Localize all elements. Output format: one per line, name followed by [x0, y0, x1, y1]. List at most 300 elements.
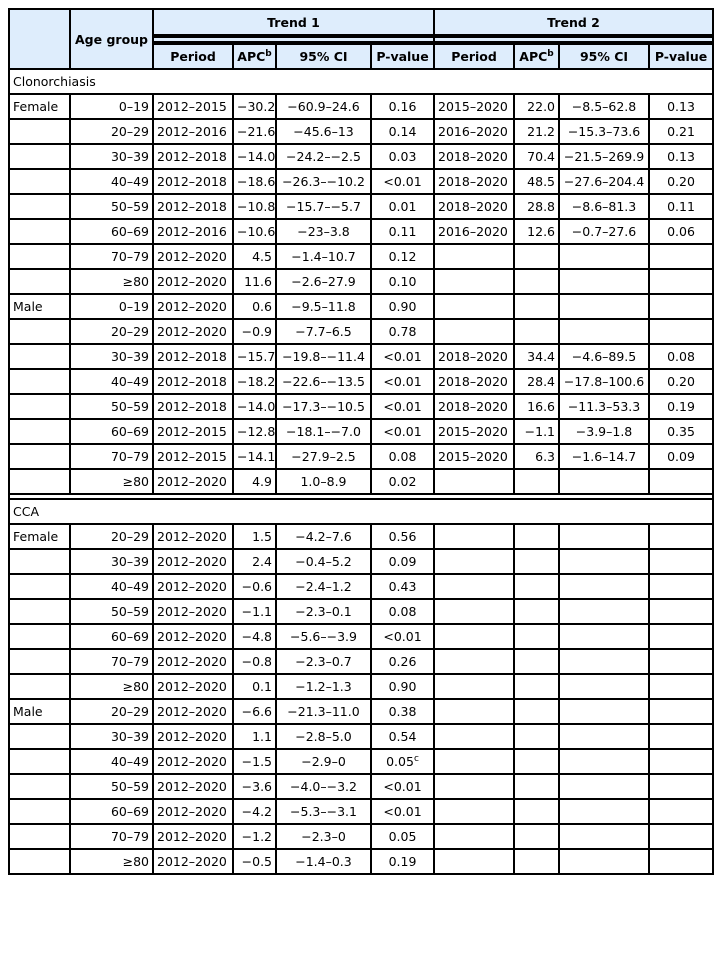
ci-1-cell: −2.3–0	[276, 824, 371, 849]
period-2-cell	[434, 574, 514, 599]
period-1-cell: 2012–2015	[153, 419, 233, 444]
sex-cell	[9, 194, 70, 219]
age-group-cell: 40–49	[70, 369, 153, 394]
pvalue-2-cell	[649, 674, 713, 699]
ci-1-cell: −0.4–5.2	[276, 549, 371, 574]
period-1-cell: 2012–2020	[153, 699, 233, 724]
ci-1-cell: −17.3–−10.5	[276, 394, 371, 419]
period-2-cell	[434, 699, 514, 724]
age-group-cell: 70–79	[70, 244, 153, 269]
header-period: Period	[153, 44, 233, 69]
table-row	[9, 574, 713, 599]
table-row	[9, 294, 713, 319]
apc-2-cell	[514, 824, 559, 849]
ci-2-cell	[559, 624, 649, 649]
period-1-cell: 2012–2020	[153, 724, 233, 749]
sex-cell	[9, 749, 70, 774]
header-age-group: Age group	[70, 9, 153, 69]
ci-1-cell: −26.3–−10.2	[276, 169, 371, 194]
period-2-cell	[434, 724, 514, 749]
apc-2-cell: −1.1	[514, 419, 559, 444]
sex-cell: Female	[9, 524, 70, 549]
apc-footnote: b	[265, 48, 272, 59]
table-row	[9, 219, 713, 244]
ci-2-cell	[559, 724, 649, 749]
ci-1-cell: 1.0–8.9	[276, 469, 371, 494]
period-2-cell	[434, 269, 514, 294]
sex-cell	[9, 344, 70, 369]
period-2-cell	[434, 774, 514, 799]
pvalue-1-cell: 0.16	[371, 94, 434, 119]
apc-1-cell: −14.0	[233, 144, 276, 169]
pvalue-text: 0.05	[386, 754, 414, 770]
table-row	[9, 524, 713, 549]
period-1-cell: 2012–2020	[153, 549, 233, 574]
apc-1-cell: −1.2	[233, 824, 276, 849]
apc-1-cell: 0.6	[233, 294, 276, 319]
apc-1-cell: 1.5	[233, 524, 276, 549]
sex-cell: Male	[9, 699, 70, 724]
section-row	[9, 69, 713, 94]
sex-cell	[9, 369, 70, 394]
apc-2-cell	[514, 799, 559, 824]
ci-1-cell: −9.5–11.8	[276, 294, 371, 319]
apc-1-cell: −12.8	[233, 419, 276, 444]
apc-1-cell: −14.1	[233, 444, 276, 469]
ci-2-cell	[559, 524, 649, 549]
apc-1-cell: 1.1	[233, 724, 276, 749]
pvalue-2-cell: 0.06	[649, 219, 713, 244]
age-group-cell: 60–69	[70, 219, 153, 244]
pvalue-2-cell	[649, 549, 713, 574]
header-double-rule	[153, 35, 434, 44]
period-1-cell: 2012–2020	[153, 824, 233, 849]
sex-cell	[9, 169, 70, 194]
pvalue-1-cell: 0.56	[371, 524, 434, 549]
sex-cell	[9, 724, 70, 749]
period-2-cell	[434, 749, 514, 774]
sex-cell	[9, 824, 70, 849]
pvalue-2-cell: 0.13	[649, 144, 713, 169]
period-1-cell: 2012–2020	[153, 319, 233, 344]
table-row	[9, 649, 713, 674]
pvalue-1-cell: 0.08	[371, 599, 434, 624]
table-row	[9, 849, 713, 874]
ci-2-cell: −15.3–73.6	[559, 119, 649, 144]
apc-1-cell: −1.1	[233, 599, 276, 624]
sex-cell	[9, 799, 70, 824]
ci-2-cell	[559, 699, 649, 724]
ci-2-cell: −4.6–89.5	[559, 344, 649, 369]
ci-2-cell: −0.7–27.6	[559, 219, 649, 244]
period-1-cell: 2012–2018	[153, 169, 233, 194]
ci-1-cell: −1.2–1.3	[276, 674, 371, 699]
age-group-cell: 50–59	[70, 599, 153, 624]
table-row	[9, 549, 713, 574]
apc-2-cell	[514, 749, 559, 774]
period-2-cell: 2015–2020	[434, 444, 514, 469]
table-row	[9, 169, 713, 194]
table-body	[9, 69, 713, 874]
period-2-cell: 2018–2020	[434, 369, 514, 394]
ci-2-cell	[559, 244, 649, 269]
period-1-cell: 2012–2020	[153, 574, 233, 599]
apc-1-cell: 4.9	[233, 469, 276, 494]
age-group-cell: 40–49	[70, 749, 153, 774]
table-row	[9, 774, 713, 799]
ci-2-cell	[559, 849, 649, 874]
period-2-cell	[434, 649, 514, 674]
apc-2-cell	[514, 724, 559, 749]
period-1-cell: 2012–2020	[153, 599, 233, 624]
pvalue-1-cell: 0.09	[371, 549, 434, 574]
sex-cell	[9, 244, 70, 269]
ci-2-cell	[559, 774, 649, 799]
pvalue-1-cell: <0.01	[371, 169, 434, 194]
period-1-cell: 2012–2020	[153, 849, 233, 874]
period-2-cell	[434, 294, 514, 319]
apc-2-cell: 21.2	[514, 119, 559, 144]
table-row	[9, 724, 713, 749]
table-row	[9, 244, 713, 269]
sex-cell: Male	[9, 294, 70, 319]
sex-cell	[9, 849, 70, 874]
pvalue-2-cell: 0.09	[649, 444, 713, 469]
table-row	[9, 749, 713, 774]
apc-1-cell: −0.9	[233, 319, 276, 344]
apc-2-cell	[514, 549, 559, 574]
pvalue-2-cell	[649, 624, 713, 649]
apc-2-cell	[514, 269, 559, 294]
pvalue-2-cell	[649, 849, 713, 874]
ci-1-cell: −4.0–−3.2	[276, 774, 371, 799]
period-1-cell: 2012–2015	[153, 444, 233, 469]
apc-1-cell: −18.2	[233, 369, 276, 394]
ci-1-cell: −2.6–27.9	[276, 269, 371, 294]
pvalue-1-cell: 0.38	[371, 699, 434, 724]
period-1-cell: 2012–2020	[153, 649, 233, 674]
apc-1-cell: 4.5	[233, 244, 276, 269]
age-group-cell: 0–19	[70, 294, 153, 319]
period-2-cell	[434, 599, 514, 624]
period-1-cell: 2012–2018	[153, 144, 233, 169]
period-1-cell: 2012–2015	[153, 94, 233, 119]
age-group-cell: 30–39	[70, 344, 153, 369]
period-2-cell	[434, 824, 514, 849]
sex-cell	[9, 119, 70, 144]
pvalue-2-cell	[649, 699, 713, 724]
apc-2-cell	[514, 294, 559, 319]
header-trend2: Trend 2	[434, 9, 713, 35]
apc-1-cell: −6.6	[233, 699, 276, 724]
ci-1-cell: −2.3–0.7	[276, 649, 371, 674]
pvalue-1-cell: 0.19	[371, 849, 434, 874]
apc-1-cell: −4.2	[233, 799, 276, 824]
pvalue-2-cell	[649, 469, 713, 494]
apc-1-cell: 2.4	[233, 549, 276, 574]
sex-cell	[9, 319, 70, 344]
apc-2-cell	[514, 524, 559, 549]
header-trend1: Trend 1	[153, 9, 434, 35]
sex-cell	[9, 144, 70, 169]
ci-2-cell	[559, 549, 649, 574]
ci-1-cell: −1.4–0.3	[276, 849, 371, 874]
header-ci: 95% CI	[276, 44, 371, 69]
age-group-cell: 60–69	[70, 799, 153, 824]
pvalue-1-cell: 0.54	[371, 724, 434, 749]
pvalue-2-cell	[649, 269, 713, 294]
age-group-cell: 20–29	[70, 524, 153, 549]
ci-1-cell: −19.8–−11.4	[276, 344, 371, 369]
pvalue-1-cell: 0.03	[371, 144, 434, 169]
pvalue-1-cell: <0.01	[371, 369, 434, 394]
ci-2-cell	[559, 599, 649, 624]
pvalue-1-cell: 0.26	[371, 649, 434, 674]
period-1-cell: 2012–2020	[153, 624, 233, 649]
apc-2-cell	[514, 624, 559, 649]
sex-cell	[9, 624, 70, 649]
apc-2-cell	[514, 649, 559, 674]
apc-2-cell: 34.4	[514, 344, 559, 369]
apc-2-cell	[514, 319, 559, 344]
age-group-cell: ≥80	[70, 269, 153, 294]
table-row	[9, 319, 713, 344]
ci-1-cell: −45.6–13	[276, 119, 371, 144]
apc-label: APC	[237, 49, 266, 65]
table-row	[9, 469, 713, 494]
apc-1-cell: −10.6	[233, 219, 276, 244]
pvalue-1-cell: <0.01	[371, 624, 434, 649]
ci-1-cell: −2.4–1.2	[276, 574, 371, 599]
sex-cell	[9, 394, 70, 419]
header-pvalue: P-value	[371, 44, 434, 69]
ci-2-cell: −8.6–81.3	[559, 194, 649, 219]
age-group-cell: 50–59	[70, 194, 153, 219]
period-2-cell	[434, 524, 514, 549]
pvalue-2-cell	[649, 524, 713, 549]
pvalue-1-cell: <0.01	[371, 344, 434, 369]
apc-1-cell: −10.8	[233, 194, 276, 219]
apc-1-cell: −0.8	[233, 649, 276, 674]
ci-2-cell	[559, 674, 649, 699]
apc-2-cell: 28.4	[514, 369, 559, 394]
age-group-cell: ≥80	[70, 469, 153, 494]
age-group-cell: 60–69	[70, 624, 153, 649]
pvalue-1-cell: <0.01	[371, 799, 434, 824]
apc-2-cell	[514, 774, 559, 799]
apc-1-cell: −14.0	[233, 394, 276, 419]
apc-2-cell: 28.8	[514, 194, 559, 219]
age-group-cell: 60–69	[70, 419, 153, 444]
ci-1-cell: −27.9–2.5	[276, 444, 371, 469]
header-ci: 95% CI	[559, 44, 649, 69]
ci-1-cell: −18.1–−7.0	[276, 419, 371, 444]
ci-1-cell: −5.6–−3.9	[276, 624, 371, 649]
apc-2-cell: 6.3	[514, 444, 559, 469]
pvalue-1-cell: 0.08	[371, 444, 434, 469]
apc-2-cell: 22.0	[514, 94, 559, 119]
ci-2-cell: −3.9–1.8	[559, 419, 649, 444]
ci-2-cell	[559, 649, 649, 674]
period-1-cell: 2012–2020	[153, 674, 233, 699]
table-row	[9, 799, 713, 824]
period-2-cell	[434, 624, 514, 649]
sex-cell	[9, 419, 70, 444]
apc-footnote: b	[547, 48, 554, 59]
apc-trend-table	[8, 8, 714, 875]
period-2-cell	[434, 244, 514, 269]
pvalue-2-cell	[649, 574, 713, 599]
period-2-cell: 2016–2020	[434, 119, 514, 144]
ci-2-cell: −1.6–14.7	[559, 444, 649, 469]
period-2-cell: 2015–2020	[434, 419, 514, 444]
period-2-cell	[434, 469, 514, 494]
table-row	[9, 444, 713, 469]
sex-cell	[9, 219, 70, 244]
pvalue-1-cell: 0.90	[371, 674, 434, 699]
period-2-cell	[434, 549, 514, 574]
sex-cell	[9, 599, 70, 624]
apc-2-cell	[514, 674, 559, 699]
period-2-cell: 2016–2020	[434, 219, 514, 244]
table-row	[9, 674, 713, 699]
section-title: CCA	[9, 499, 713, 524]
ci-1-cell: −2.3–0.1	[276, 599, 371, 624]
period-2-cell	[434, 799, 514, 824]
pvalue-2-cell: 0.08	[649, 344, 713, 369]
period-1-cell: 2012–2020	[153, 524, 233, 549]
header-double-rule	[434, 35, 713, 44]
table-row	[9, 344, 713, 369]
table-row	[9, 394, 713, 419]
period-2-cell: 2018–2020	[434, 344, 514, 369]
period-1-cell: 2012–2018	[153, 194, 233, 219]
pvalue-1-cell: 0.11	[371, 219, 434, 244]
apc-2-cell	[514, 244, 559, 269]
pvalue-2-cell: 0.35	[649, 419, 713, 444]
age-group-cell: ≥80	[70, 849, 153, 874]
pvalue-1-cell: <0.01	[371, 394, 434, 419]
section-row	[9, 499, 713, 524]
ci-2-cell	[559, 574, 649, 599]
apc-2-cell: 12.6	[514, 219, 559, 244]
footnote-mark: c	[413, 753, 419, 764]
table-row	[9, 624, 713, 649]
header-pvalue: P-value	[649, 44, 713, 69]
ci-1-cell: −21.3–11.0	[276, 699, 371, 724]
period-1-cell: 2012–2020	[153, 799, 233, 824]
ci-1-cell: −1.4–10.7	[276, 244, 371, 269]
period-1-cell: 2012–2020	[153, 244, 233, 269]
ci-2-cell	[559, 469, 649, 494]
pvalue-2-cell	[649, 724, 713, 749]
age-group-cell: 70–79	[70, 824, 153, 849]
period-1-cell: 2012–2016	[153, 119, 233, 144]
age-group-cell: 30–39	[70, 144, 153, 169]
pvalue-1-cell: 0.02	[371, 469, 434, 494]
age-group-cell: 20–29	[70, 699, 153, 724]
apc-label: APC	[519, 49, 548, 65]
apc-2-cell: 48.5	[514, 169, 559, 194]
apc-1-cell: −0.6	[233, 574, 276, 599]
ci-2-cell	[559, 749, 649, 774]
period-1-cell: 2012–2018	[153, 344, 233, 369]
period-2-cell: 2018–2020	[434, 194, 514, 219]
apc-1-cell: −21.6	[233, 119, 276, 144]
ci-1-cell: −60.9–24.6	[276, 94, 371, 119]
ci-1-cell: −15.7–−5.7	[276, 194, 371, 219]
pvalue-2-cell	[649, 244, 713, 269]
ci-2-cell	[559, 799, 649, 824]
pvalue-2-cell	[649, 599, 713, 624]
apc-1-cell: −0.5	[233, 849, 276, 874]
ci-2-cell: −27.6–204.4	[559, 169, 649, 194]
pvalue-1-cell	[371, 749, 434, 774]
sex-cell	[9, 549, 70, 574]
apc-1-cell: −4.8	[233, 624, 276, 649]
table-row	[9, 599, 713, 624]
apc-2-cell: 70.4	[514, 144, 559, 169]
pvalue-1-cell: 0.90	[371, 294, 434, 319]
apc-1-cell: 11.6	[233, 269, 276, 294]
ci-1-cell: −7.7–6.5	[276, 319, 371, 344]
period-2-cell	[434, 849, 514, 874]
period-1-cell: 2012–2020	[153, 469, 233, 494]
ci-2-cell: −21.5–269.9	[559, 144, 649, 169]
apc-2-cell	[514, 849, 559, 874]
apc-2-cell	[514, 574, 559, 599]
sex-cell	[9, 674, 70, 699]
sex-cell	[9, 444, 70, 469]
age-group-cell: 50–59	[70, 394, 153, 419]
apc-2-cell	[514, 699, 559, 724]
age-group-cell: 70–79	[70, 444, 153, 469]
pvalue-2-cell: 0.11	[649, 194, 713, 219]
pvalue-1-cell: 0.05	[371, 824, 434, 849]
age-group-cell: 20–29	[70, 119, 153, 144]
ci-1-cell: −23–3.8	[276, 219, 371, 244]
period-1-cell: 2012–2020	[153, 294, 233, 319]
age-group-cell: 0–19	[70, 94, 153, 119]
ci-2-cell: −11.3–53.3	[559, 394, 649, 419]
period-2-cell: 2018–2020	[434, 169, 514, 194]
ci-1-cell: −2.8–5.0	[276, 724, 371, 749]
apc-2-cell: 16.6	[514, 394, 559, 419]
pvalue-2-cell	[649, 319, 713, 344]
pvalue-2-cell	[649, 294, 713, 319]
ci-1-cell: −5.3–−3.1	[276, 799, 371, 824]
age-group-cell: 20–29	[70, 319, 153, 344]
table-row	[9, 269, 713, 294]
period-1-cell: 2012–2020	[153, 749, 233, 774]
period-2-cell: 2018–2020	[434, 144, 514, 169]
table-row	[9, 119, 713, 144]
period-1-cell: 2012–2018	[153, 369, 233, 394]
pvalue-1-cell: 0.01	[371, 194, 434, 219]
table-header	[9, 9, 713, 69]
ci-2-cell: −17.8–100.6	[559, 369, 649, 394]
pvalue-2-cell	[649, 824, 713, 849]
ci-2-cell	[559, 319, 649, 344]
period-2-cell: 2015–2020	[434, 94, 514, 119]
pvalue-2-cell	[649, 749, 713, 774]
pvalue-2-cell: 0.20	[649, 369, 713, 394]
sex-cell	[9, 774, 70, 799]
header-blank	[9, 9, 70, 69]
header-apc	[233, 44, 276, 69]
pvalue-1-cell: 0.12	[371, 244, 434, 269]
apc-2-cell	[514, 469, 559, 494]
